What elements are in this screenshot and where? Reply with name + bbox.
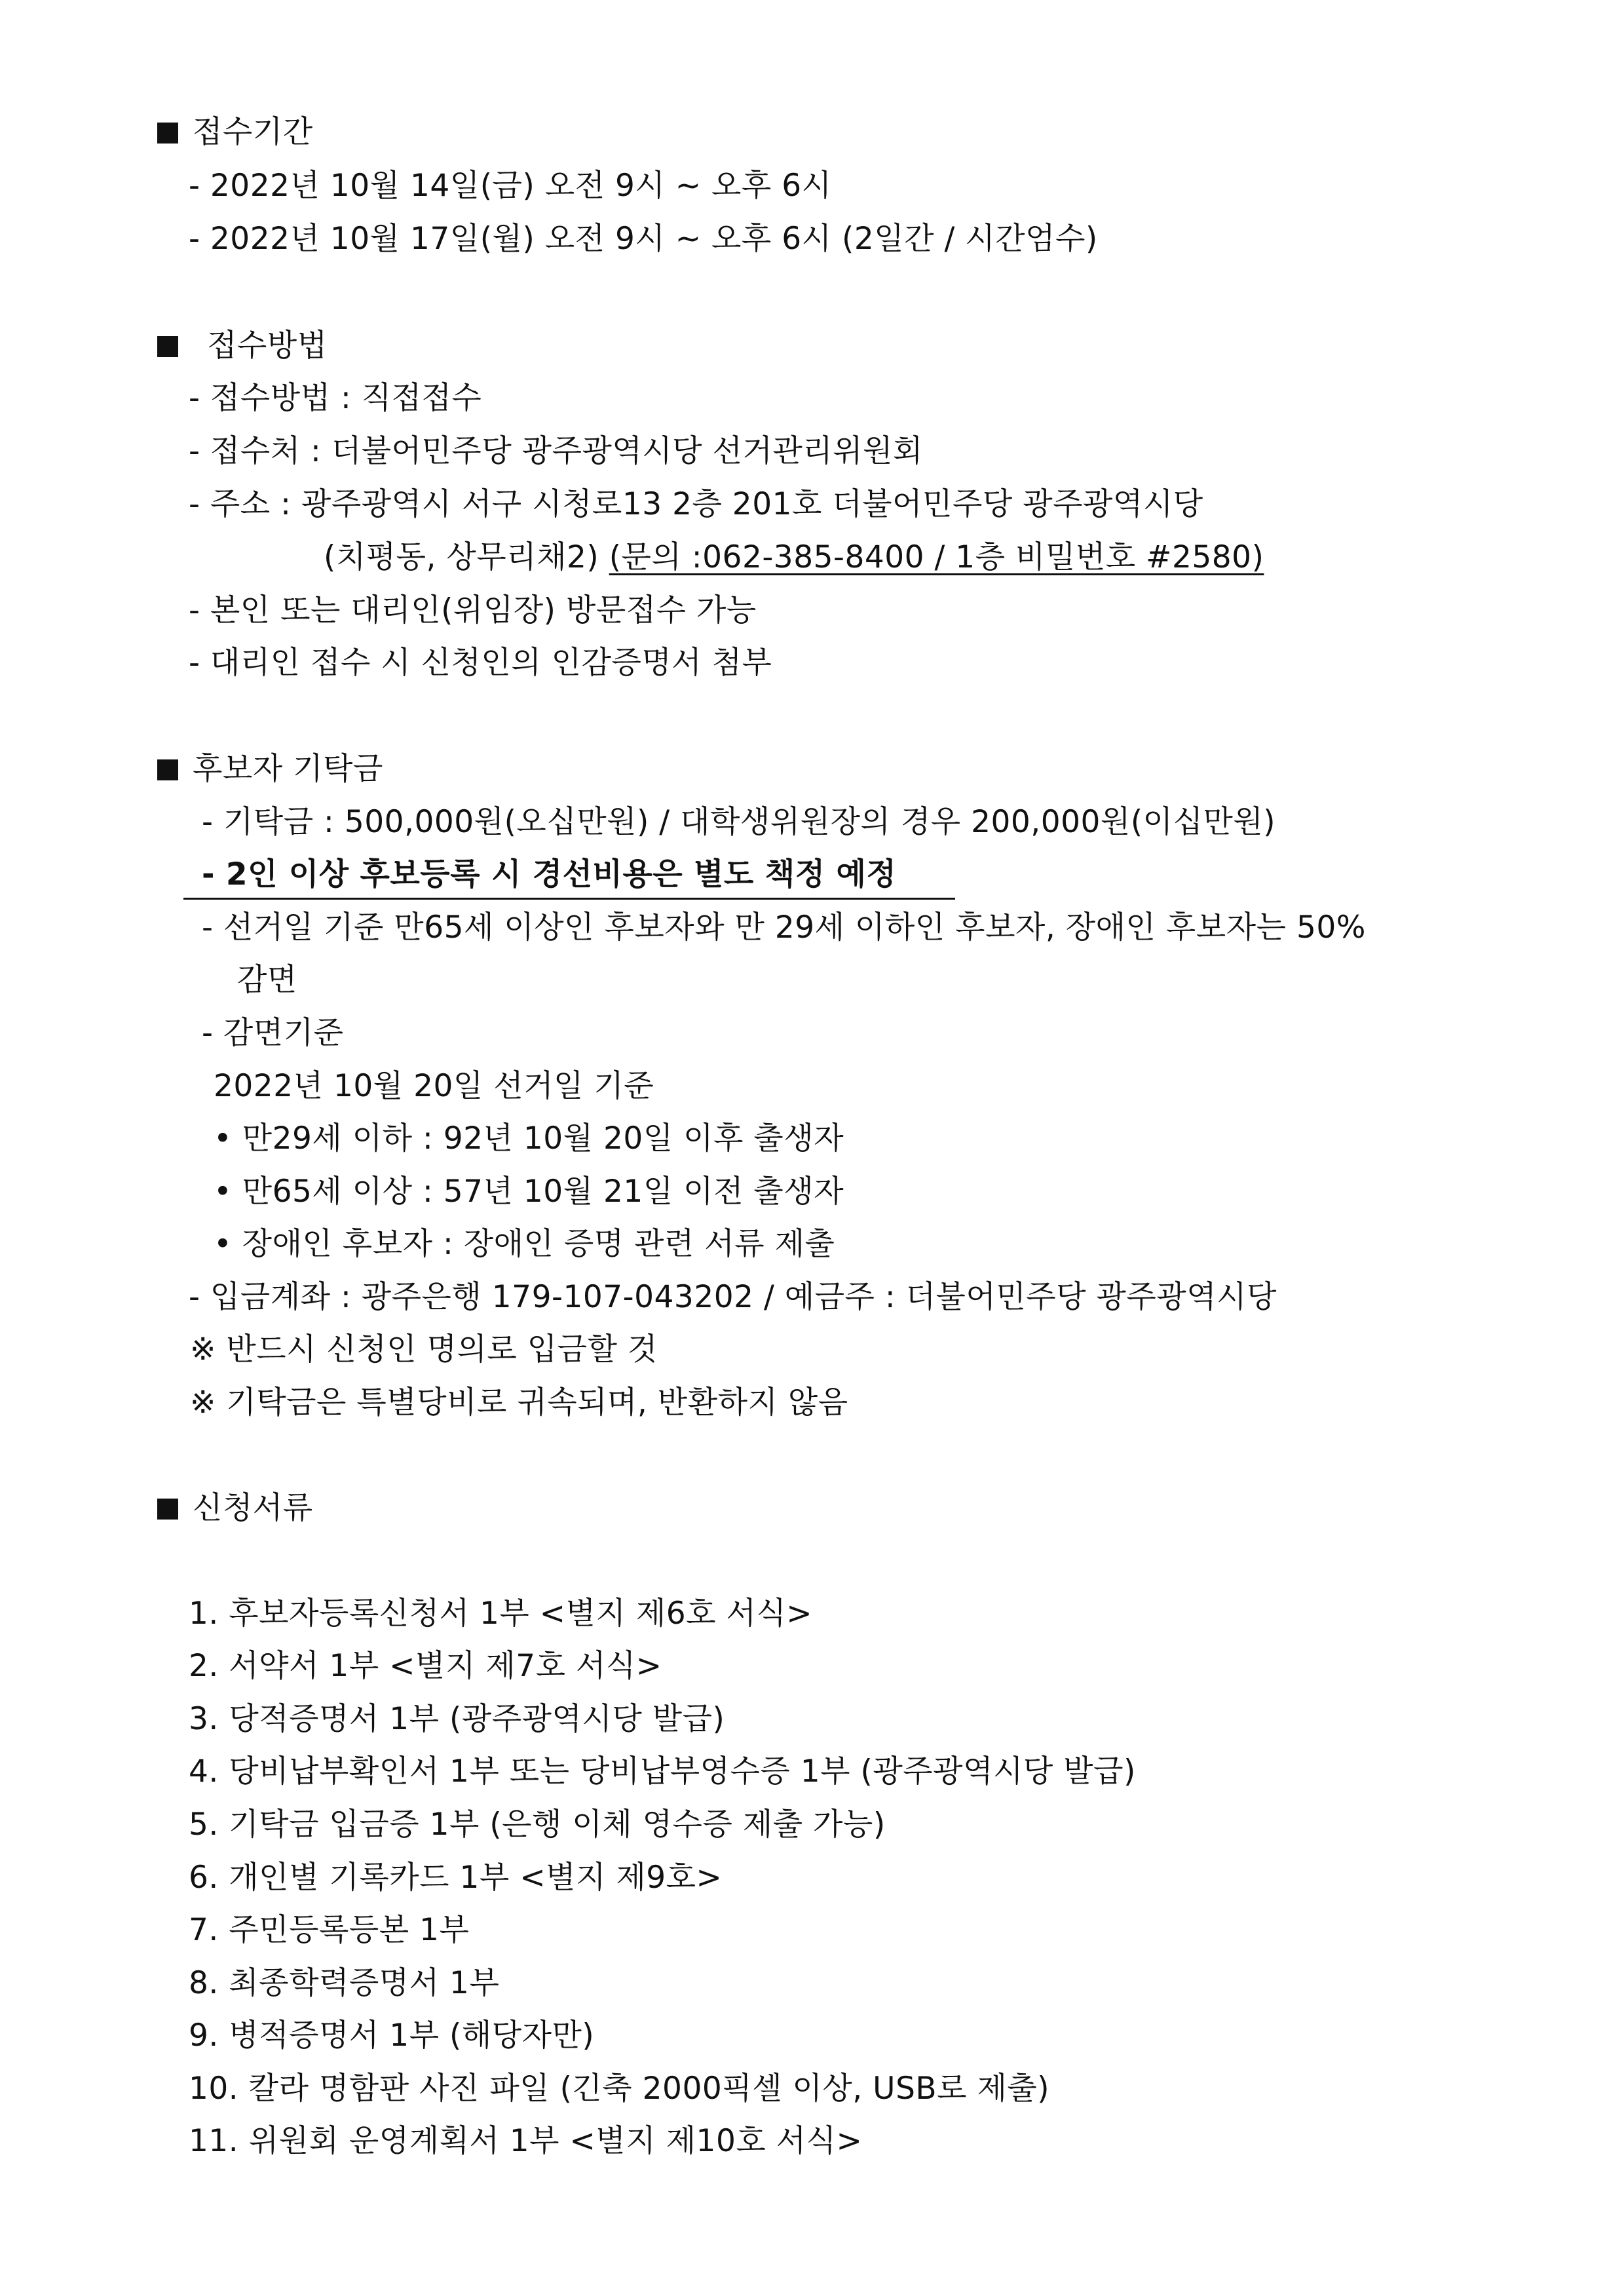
fee-criteria-label: - 감면기준: [202, 1015, 344, 1051]
square-bullet-icon: [157, 759, 178, 780]
section-heading-method: 접수방법: [157, 326, 328, 366]
square-bullet-icon: [157, 1499, 178, 1520]
method-item-1: - 접수방법 : 직접접수: [189, 380, 482, 416]
section-heading-period: 접수기간: [157, 113, 313, 152]
method-item-2: - 접수처 : 더불어민주당 광주광역시당 선거관리위원회: [189, 433, 923, 469]
fee-criteria-item-2: • 만65세 이상 : 57년 10월 21일 이전 출생자: [214, 1174, 844, 1210]
contact-info: (문의 :062-385-8400 / 1층 비밀번호 #2580): [609, 539, 1264, 575]
square-bullet-icon: [157, 123, 178, 144]
document-item-3: 3. 당적증명서 1부 (광주광역시당 발급): [189, 1701, 725, 1737]
fee-amount: - 기탁금 : 500,000원(오십만원) / 대학생위원장의 경우 200,000원(이십만원): [202, 804, 1276, 840]
document-item-9: 9. 병적증명서 1부 (해당자만): [189, 2018, 595, 2054]
document-item-1: 1. 후보자등록신청서 1부 <별지 제6호 서식>: [189, 1596, 813, 1632]
fee-criteria-item-3: • 장애인 후보자 : 장애인 증명 관련 서류 제출: [214, 1226, 835, 1262]
document-item-6: 6. 개인별 기록카드 1부 <별지 제9호>: [189, 1860, 723, 1896]
fee-criteria-date: 2022년 10월 20일 선거일 기준: [214, 1068, 654, 1104]
method-item-address: - 주소 : 광주광역시 서구 시청로13 2층 201호 더불어민주당 광주광역시당: [189, 486, 1203, 522]
contest-note-underline: [183, 898, 955, 900]
document-item-8: 8. 최종학력증명서 1부: [189, 1965, 500, 2001]
fee-discount-line-1: - 선거일 기준 만65세 이상인 후보자와 만 29세 이하인 후보자, 장애인 후보자는 50%: [202, 909, 1366, 946]
document-item-5: 5. 기탁금 입금증 1부 (은행 이체 영수증 제출 가능): [189, 1807, 886, 1843]
period-item-2: - 2022년 10월 17일(월) 오전 9시 ~ 오후 6시 (2일간 / 시간엄수): [189, 221, 1098, 257]
document-item-7: 7. 주민등록등본 1부: [189, 1912, 470, 1948]
document-item-10: 10. 칼라 명함판 사진 파일 (긴축 2000픽셀 이상, USB로 제출): [189, 2071, 1050, 2107]
fee-discount-line-2: 감면: [237, 962, 297, 998]
square-bullet-icon: [157, 336, 178, 357]
period-item-1: - 2022년 10월 14일(금) 오전 9시 ~ 오후 6시: [189, 168, 832, 204]
document-item-4: 4. 당비납부확인서 1부 또는 당비납부영수증 1부 (광주광역시당 발급): [189, 1753, 1136, 1789]
section-heading-fee: 후보자 기탁금: [157, 750, 383, 789]
address-continuation: (치평동, 상무리채2) (문의 :062-385-8400 / 1층 비밀번호 #2580): [324, 539, 1264, 575]
method-item-proxy: - 대리인 접수 시 신청인의 인감증명서 첨부: [189, 645, 772, 681]
fee-criteria-item-1: • 만29세 이하 : 92년 10월 20일 이후 출생자: [214, 1120, 844, 1157]
document-item-11: 11. 위원회 운영계획서 1부 <별지 제10호 서식>: [189, 2123, 863, 2159]
fee-account: - 입금계좌 : 광주은행 179-107-043202 / 예금주 : 더불어민주당 광주광역시당: [189, 1279, 1277, 1315]
fee-note-2: ※ 기탁금은 특별당비로 귀속되며, 반환하지 않음: [190, 1385, 848, 1421]
section-heading-documents: 신청서류: [157, 1489, 313, 1528]
fee-contest-note: - 2인 이상 후보등록 시 경선비용은 별도 책정 예정: [202, 856, 897, 892]
method-item-visit: - 본인 또는 대리인(위임장) 방문접수 가능: [189, 592, 757, 628]
document-item-2: 2. 서약서 1부 <별지 제7호 서식>: [189, 1648, 662, 1684]
fee-note-1: ※ 반드시 신청인 명의로 입금할 것: [190, 1331, 658, 1368]
